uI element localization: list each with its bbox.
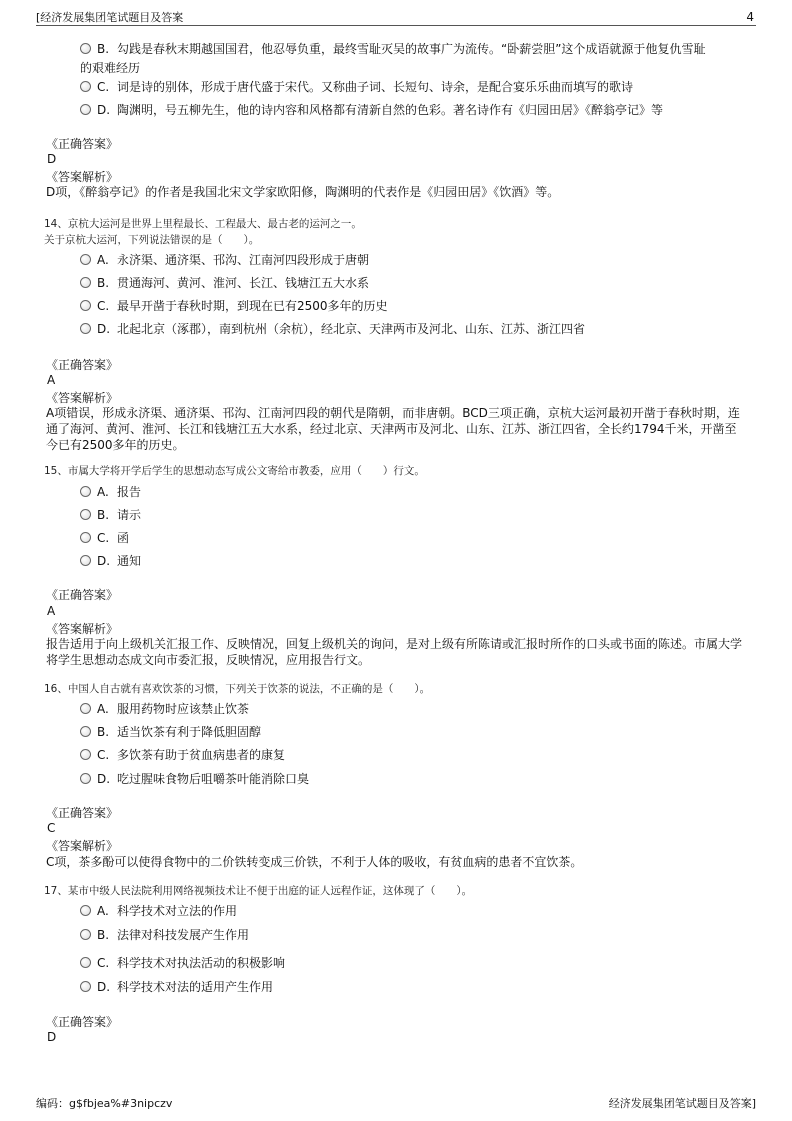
radio-icon[interactable] xyxy=(80,981,91,992)
option-c[interactable]: C. 词是诗的别体，形成于唐代盛于宋代。又称曲子词、长短句、诗余，是配合宴乐乐曲而填写的歌诗 xyxy=(80,78,760,96)
option-text: 函 xyxy=(117,531,130,545)
option-text: 科学技术对法的适用产生作用 xyxy=(117,980,274,994)
option-text: 服用药物时应该禁止饮茶 xyxy=(117,702,250,716)
option-c[interactable]: C. 最早开凿于春秋时期，到现在已有2500多年的历史 xyxy=(80,297,760,315)
radio-icon[interactable] xyxy=(80,532,91,543)
radio-icon[interactable] xyxy=(80,726,91,737)
option-c[interactable]: C. 函 xyxy=(80,529,760,547)
correct-answer-label: 《正确答案》 xyxy=(46,358,119,372)
option-text: 适当饮茶有利于降低胆固醇 xyxy=(117,725,262,739)
analysis-text: 报告适用于向上级机关汇报工作、反映情况，回复上级机关的询问，是对上级有所陈请或汇报时所作的口头或书面的陈述。市属大学将学生思想动态成文向市委汇报，反映情况，应用报告行文。 xyxy=(46,637,743,667)
analysis-label: 《答案解析》 xyxy=(46,391,119,405)
option-text: 勾践是春秋末期越国国君，他忍辱负重，最终雪耻灭吴的故事广为流传。“卧薪尝胆”这个成语就源于他复仇雪耻 xyxy=(117,42,706,56)
correct-answer-label: 《正确答案》 xyxy=(46,806,119,820)
option-text: 词是诗的别体，形成于唐代盛于宋代。又称曲子词、长短句、诗余，是配合宴乐乐曲而填写的歌诗 xyxy=(117,80,634,94)
radio-icon[interactable] xyxy=(80,254,91,265)
option-text: 北起北京（涿郡），南到杭州（余杭），经北京、天津两市及河北、山东、江苏、浙江四省 xyxy=(117,322,586,336)
option-b[interactable]: B. 勾践是春秋末期越国国君，他忍辱负重，最终雪耻灭吴的故事广为流传。“卧薪尝胆”这个成语就源于他复仇雪耻 xyxy=(80,40,760,58)
option-b[interactable]: B. 法律对科技发展产生作用 xyxy=(80,926,760,944)
question-stem: 17、某市中级人民法院利用网络视频技术让不便于出庭的证人远程作证，这体现了（ ）。 xyxy=(44,885,473,897)
option-a[interactable]: A. 永济渠、通济渠、邗沟、江南河四段形成于唐朝 xyxy=(80,251,760,269)
page-header xyxy=(36,11,756,26)
option-text: 吃过腥味食物后咀嚼茶叶能消除口臭 xyxy=(117,772,310,786)
radio-icon[interactable] xyxy=(80,773,91,784)
radio-icon[interactable] xyxy=(80,486,91,497)
analysis-text: A项错误，形成永济渠、通济渠、邗沟、江南河四段的朝代是隋朝，而非唐朝。BCD三项正确，京杭大运河最初开凿于春秋时期，连通了海河、黄河、淮河、长江和钱塘江五大水系，经过北京、天津两市及河北、山东、江苏、浙江四省，全长约1794千米，开凿至今已有2500多年的历史。 xyxy=(46,406,740,452)
question-stem: 14、京杭大运河是世界上里程最长、工程最大、最古老的运河之一。 xyxy=(44,218,362,230)
question-stem: 15、市属大学将开学后学生的思想动态写成公文寄给市教委，应用（ ）行文。 xyxy=(44,465,425,477)
correct-answer-label: 《正确答案》 xyxy=(46,1015,119,1029)
option-text: 通知 xyxy=(117,554,142,568)
radio-icon[interactable] xyxy=(80,104,91,115)
question-stem-line2: 关于京杭大运河，下列说法错误的是（ ）。 xyxy=(44,234,260,246)
radio-icon[interactable] xyxy=(80,929,91,940)
correct-answer: D xyxy=(47,152,57,166)
radio-icon[interactable] xyxy=(80,43,91,54)
option-c[interactable]: C. 科学技术对执法活动的积极影响 xyxy=(80,954,760,972)
question-stem: 16、中国人自古就有喜欢饮茶的习惯，下列关于饮茶的说法，不正确的是（ ）。 xyxy=(44,683,431,695)
option-text: 法律对科技发展产生作用 xyxy=(117,928,250,942)
option-text: 科学技术对立法的作用 xyxy=(117,904,238,918)
radio-icon[interactable] xyxy=(80,277,91,288)
analysis-text: D项，《醉翁亭记》的作者是我国北宋文学家欧阳修，陶渊明的代表作是《归园田居》《饮酒》等。 xyxy=(46,185,560,199)
option-text: 永济渠、通济渠、邗沟、江南河四段形成于唐朝 xyxy=(117,253,370,267)
correct-answer-label: 《正确答案》 xyxy=(46,588,119,602)
radio-icon[interactable] xyxy=(80,749,91,760)
radio-icon[interactable] xyxy=(80,81,91,92)
radio-icon[interactable] xyxy=(80,703,91,714)
header-title: [经济发展集团笔试题目及答案 xyxy=(36,11,184,24)
option-c[interactable]: C. 多饮茶有助于贫血病患者的康复 xyxy=(80,746,760,764)
option-d[interactable]: D. 陶渊明，号五柳先生，他的诗内容和风格都有清新自然的色彩。著名诗作有《归园田居》《醉翁亭记》等 xyxy=(80,101,760,119)
option-b[interactable]: B. 适当饮茶有利于降低胆固醇 xyxy=(80,723,760,741)
option-text: 贯通海河、黄河、淮河、长江、钱塘江五大水系 xyxy=(117,276,370,290)
correct-answer-label: 《正确答案》 xyxy=(46,137,119,151)
analysis-label: 《答案解析》 xyxy=(46,622,119,636)
option-text: 请示 xyxy=(117,508,142,522)
radio-icon[interactable] xyxy=(80,905,91,916)
radio-icon[interactable] xyxy=(80,509,91,520)
footer-title: 经济发展集团笔试题目及答案] xyxy=(608,1097,756,1110)
option-d[interactable]: D. 北起北京（涿郡），南到杭州（余杭），经北京、天津两市及河北、山东、江苏、浙江四省 xyxy=(80,320,760,338)
footer-code: 编码：g$fbjea%#3nipczv xyxy=(36,1097,173,1110)
option-text: 陶渊明，号五柳先生，他的诗内容和风格都有清新自然的色彩。著名诗作有《归园田居》《醉翁亭记》等 xyxy=(117,103,664,117)
option-d[interactable]: D. 吃过腥味食物后咀嚼茶叶能消除口臭 xyxy=(80,770,760,788)
option-text: 报告 xyxy=(117,485,142,499)
option-text: 多饮茶有助于贫血病患者的康复 xyxy=(117,748,286,762)
option-b[interactable]: B. 贯通海河、黄河、淮河、长江、钱塘江五大水系 xyxy=(80,274,760,292)
option-b-continued: 的艰难经历 xyxy=(80,61,141,75)
option-text: 科学技术对执法活动的积极影响 xyxy=(117,956,286,970)
analysis-label: 《答案解析》 xyxy=(46,170,119,184)
option-a[interactable]: A. 服用药物时应该禁止饮茶 xyxy=(80,700,760,718)
option-d[interactable]: D. 科学技术对法的适用产生作用 xyxy=(80,978,760,996)
correct-answer: D xyxy=(47,1030,57,1044)
option-b[interactable]: B. 请示 xyxy=(80,506,760,524)
option-a[interactable]: A. 科学技术对立法的作用 xyxy=(80,902,760,920)
analysis-text: C项，茶多酚可以使得食物中的二价铁转变成三价铁，不利于人体的吸收，有贫血病的患者不宜饮茶。 xyxy=(46,855,583,869)
radio-icon[interactable] xyxy=(80,957,91,968)
correct-answer: A xyxy=(47,604,56,618)
option-a[interactable]: A. 报告 xyxy=(80,483,760,501)
radio-icon[interactable] xyxy=(80,300,91,311)
option-text: 最早开凿于春秋时期，到现在已有2500多年的历史 xyxy=(117,299,388,313)
radio-icon[interactable] xyxy=(80,323,91,334)
option-d[interactable]: D. 通知 xyxy=(80,552,760,570)
analysis-label: 《答案解析》 xyxy=(46,839,119,853)
radio-icon[interactable] xyxy=(80,555,91,566)
correct-answer: A xyxy=(47,373,56,387)
correct-answer: C xyxy=(47,821,56,835)
page-number: 4 xyxy=(746,10,754,24)
